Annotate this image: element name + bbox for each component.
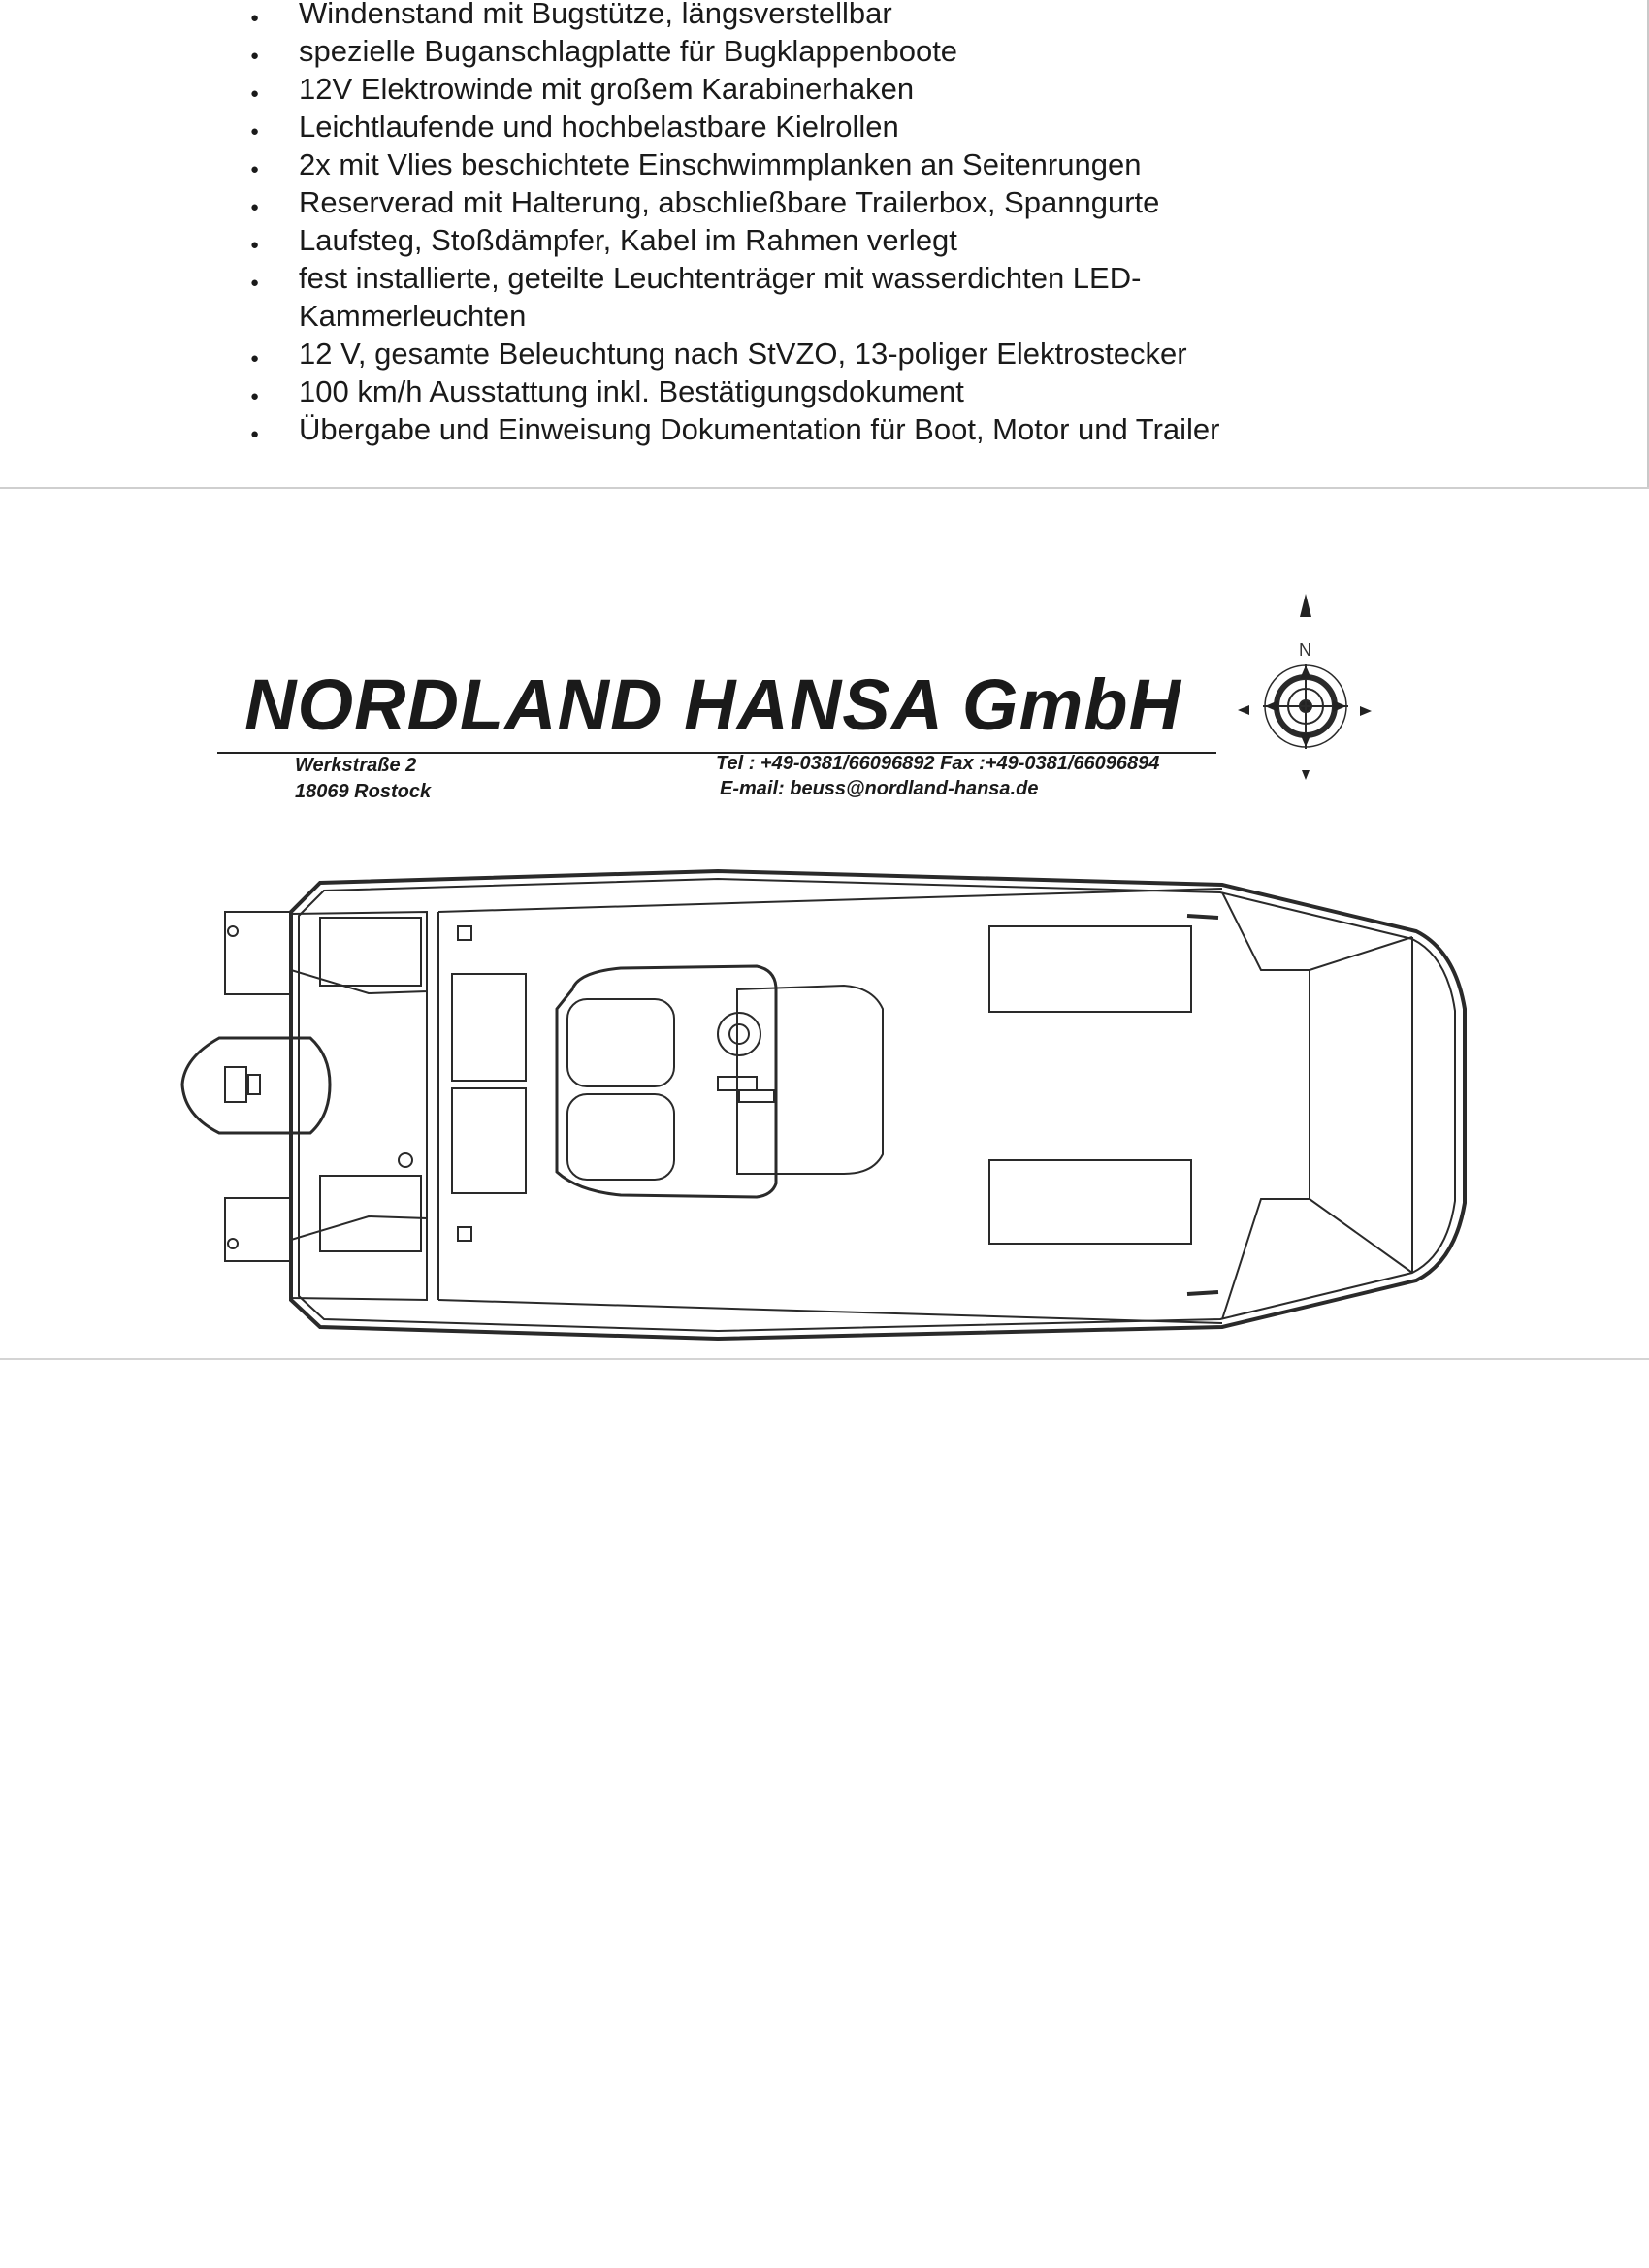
spec-item: ● Windenstand mit Bugstütze, längsverstellbar [250,0,1337,32]
phone-fax: Tel : +49-0381/66096892 Fax :+49-0381/66096894 [716,753,1160,774]
company-name: NORDLAND HANSA GmbH [244,664,1181,745]
spec-item: ● spezielle Buganschlagplatte für Bugklappenboote [250,32,1337,70]
spec-item: ● Leichtlaufende und hochbelastbare Kielrollen [250,108,1337,146]
spec-item: ● 2x mit Vlies beschichtete Einschwimmplanken an Seitenrungen [250,146,1337,183]
compass-north-label: N [1299,640,1311,660]
spec-item: ● fest installierte, geteilte Leuchtenträger mit wasserdichten LED-Kammerleuchten [250,259,1201,335]
spec-item: ● 100 km/h Ausstattung inkl. Bestätigungsdokument [250,373,1337,410]
spec-item: ● 12V Elektrowinde mit großem Karabinerhaken [250,70,1337,108]
address-street: Werkstraße 2 [295,755,417,776]
email-address: E-mail: beuss@nordland-hansa.de [720,778,1039,799]
spec-item: ● Übergabe und Einweisung Dokumentation für Boot, Motor und Trailer [250,410,1337,448]
spec-item: ● Laufsteg, Stoßdämpfer, Kabel im Rahmen verlegt [250,221,1337,259]
spec-item: ● 12 V, gesamte Beleuchtung nach StVZO, 13-poliger Elektrostecker [250,335,1337,373]
spec-item: ● Reserverad mit Halterung, abschließbare Trailerbox, Spanngurte [250,183,1337,221]
address-city: 18069 Rostock [295,781,432,802]
